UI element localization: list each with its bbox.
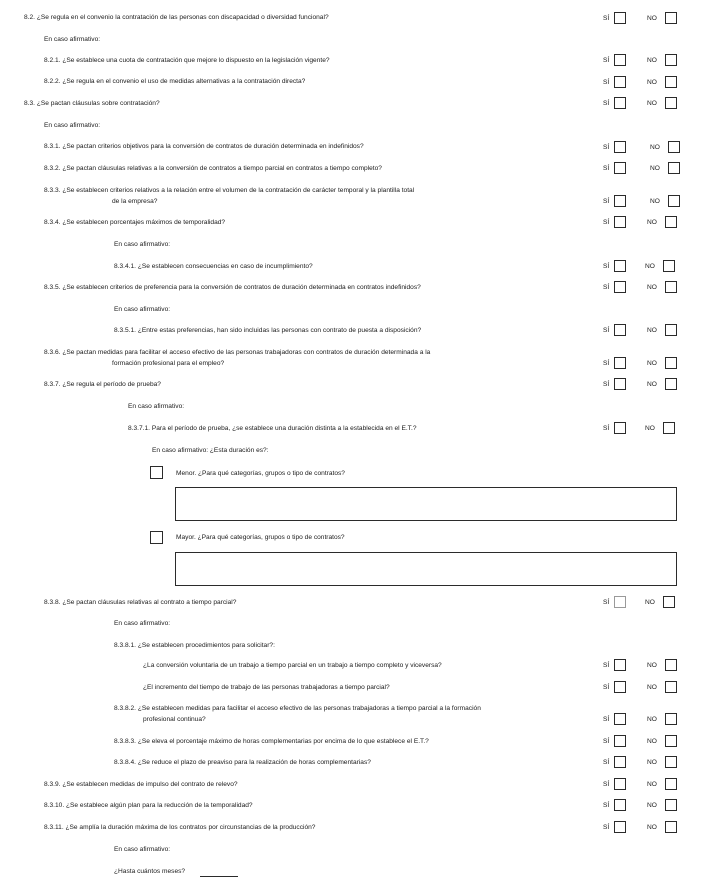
yes-label: SÍ — [603, 802, 610, 809]
no-checkbox-q8381b[interactable] — [665, 681, 677, 693]
yes-checkbox-q82[interactable] — [614, 12, 626, 24]
question-text-cont-q833: de la empresa? — [112, 198, 158, 205]
question-text-menor: Menor. ¿Para qué categorías, grupos o tipo de contratos? — [176, 470, 345, 477]
yes-checkbox-q822[interactable] — [614, 76, 626, 88]
yes-checkbox-q8381b[interactable] — [614, 681, 626, 693]
question-text-q8384: 8.3.8.4. ¿Se reduce el plazo de preaviso para la realización de horas complementarias? — [114, 759, 371, 766]
no-checkbox-q834[interactable] — [665, 216, 677, 228]
question-text-q82: 8.2. ¿Se regula en el convenio la contratación de las personas con discapacidad o diversidad funcional? — [24, 14, 329, 21]
question-text-cont-q8382: profesional continua? — [143, 716, 206, 723]
no-checkbox-q82[interactable] — [665, 12, 677, 24]
no-label: NO — [650, 144, 660, 151]
question-text-q831: 8.3.1. ¿Se pactan criterios objetivos para la conversión de contratos de duración determinada en indefinidos? — [44, 143, 364, 150]
question-text-q8381b: ¿El incremento del tiempo de trabajo de las personas trabajadoras a tiempo parcial? — [143, 684, 390, 691]
no-checkbox-q8311[interactable] — [665, 821, 677, 833]
no-checkbox-q8384[interactable] — [665, 756, 677, 768]
no-checkbox-q8381a[interactable] — [665, 659, 677, 671]
no-checkbox-q8341[interactable] — [663, 260, 675, 272]
yes-checkbox-q83[interactable] — [614, 97, 626, 109]
no-checkbox-q8351[interactable] — [665, 324, 677, 336]
no-checkbox-q833[interactable] — [668, 195, 680, 207]
no-label: NO — [647, 802, 657, 809]
yes-label: SÍ — [603, 165, 610, 172]
yes-checkbox-q836[interactable] — [614, 357, 626, 369]
no-checkbox-q8310[interactable] — [665, 799, 677, 811]
yes-checkbox-q832[interactable] — [614, 162, 626, 174]
question-text-q834: 8.3.4. ¿Se establecen porcentajes máximos de temporalidad? — [44, 219, 226, 226]
yes-checkbox-q8384[interactable] — [614, 756, 626, 768]
no-label: NO — [647, 219, 657, 226]
yes-label: SÍ — [603, 759, 610, 766]
no-checkbox-q839[interactable] — [665, 778, 677, 790]
yes-label: SÍ — [603, 425, 610, 432]
yes-label: SÍ — [603, 716, 610, 723]
months-answer-line[interactable] — [200, 876, 238, 877]
yes-label: SÍ — [603, 662, 610, 669]
question-text-q839: 8.3.9. ¿Se establecen medidas de impulso del contrato de relevo? — [44, 781, 238, 788]
question-text-q82-af: En caso afirmativo: — [44, 36, 101, 43]
question-text-q837-af: En caso afirmativo: — [128, 403, 185, 410]
question-text-cont-q836: formación profesional para el empleo? — [112, 360, 225, 367]
no-label: NO — [650, 198, 660, 205]
mayor-checkbox[interactable] — [150, 531, 163, 544]
no-checkbox-q822[interactable] — [665, 76, 677, 88]
no-label: NO — [647, 327, 657, 334]
question-text-q83-af: En caso afirmativo: — [44, 122, 101, 129]
no-checkbox-q838[interactable] — [663, 596, 675, 608]
no-label: NO — [647, 662, 657, 669]
yes-checkbox-q8351[interactable] — [614, 324, 626, 336]
question-text-q8311: 8.3.11. ¿Se amplía la duración máxima de los contratos por circunstancias de la producción? — [44, 824, 316, 831]
no-label: NO — [647, 824, 657, 831]
no-label: NO — [647, 360, 657, 367]
question-text-q8382: 8.3.8.2. ¿Se establecen medidas para facilitar el acceso efectivo de las personas trabajadoras a tiempo parcial a la formación — [114, 705, 481, 712]
no-checkbox-q831[interactable] — [668, 141, 680, 153]
question-text-q8341: 8.3.4.1. ¿Se establecen consecuencias en caso de incumplimiento? — [114, 263, 313, 270]
yes-checkbox-q8382[interactable] — [614, 713, 626, 725]
yes-checkbox-q8341[interactable] — [614, 260, 626, 272]
no-label: NO — [647, 738, 657, 745]
yes-label: SÍ — [603, 263, 610, 270]
no-checkbox-q8383[interactable] — [665, 735, 677, 747]
no-label: NO — [647, 15, 657, 22]
question-text-q83: 8.3. ¿Se pactan cláusulas sobre contratación? — [24, 100, 160, 107]
yes-label: SÍ — [603, 284, 610, 291]
question-text-q834-af: En caso afirmativo: — [114, 241, 171, 248]
yes-label: SÍ — [603, 144, 610, 151]
yes-label: SÍ — [603, 79, 610, 86]
yes-label: SÍ — [603, 738, 610, 745]
no-label: NO — [647, 716, 657, 723]
no-label: NO — [645, 263, 655, 270]
no-checkbox-q8371[interactable] — [663, 422, 675, 434]
yes-checkbox-q839[interactable] — [614, 778, 626, 790]
yes-label: SÍ — [603, 360, 610, 367]
no-label: NO — [647, 284, 657, 291]
yes-checkbox-q8381a[interactable] — [614, 659, 626, 671]
question-text-q8371: 8.3.7.1. Para el período de prueba, ¿se establece una duración distinta a la establecida en el E.T.? — [128, 425, 417, 432]
question-text-q833: 8.3.3. ¿Se establecen criterios relativos a la relación entre el volumen de la contratación de carácter temporal y la plantilla total — [44, 187, 415, 194]
no-label: NO — [647, 79, 657, 86]
no-label: NO — [645, 599, 655, 606]
yes-label: SÍ — [603, 100, 610, 107]
no-label: NO — [647, 781, 657, 788]
no-checkbox-q821[interactable] — [665, 54, 677, 66]
no-checkbox-q83[interactable] — [665, 97, 677, 109]
question-text-q8311-af: En caso afirmativo: — [114, 846, 171, 853]
question-text-q821: 8.2.1. ¿Se establece una cuota de contratación que mejore lo dispuesto en la legislación vigente? — [44, 57, 330, 64]
yes-checkbox-q834[interactable] — [614, 216, 626, 228]
no-label: NO — [647, 381, 657, 388]
yes-label: SÍ — [603, 327, 610, 334]
yes-label: SÍ — [603, 219, 610, 226]
no-checkbox-q8382[interactable] — [665, 713, 677, 725]
yes-label: SÍ — [603, 15, 610, 22]
mayor-answer-box[interactable] — [175, 552, 677, 586]
no-label: NO — [647, 100, 657, 107]
yes-label: SÍ — [603, 381, 610, 388]
question-text-q8310: 8.3.10. ¿Se establece algún plan para la reducción de la temporalidad? — [44, 802, 253, 809]
no-label: NO — [647, 684, 657, 691]
yes-checkbox-q8310[interactable] — [614, 799, 626, 811]
yes-label: SÍ — [603, 599, 610, 606]
no-checkbox-q836[interactable] — [665, 357, 677, 369]
yes-checkbox-q821[interactable] — [614, 54, 626, 66]
question-text-q8371-af: En caso afirmativo: ¿Esta duración es?: — [152, 447, 269, 454]
no-label: NO — [650, 165, 660, 172]
question-text-q8351: 8.3.5.1. ¿Entre estas preferencias, han sido incluidas las personas con contrato de puesta a disposición? — [114, 327, 422, 334]
yes-label: SÍ — [603, 781, 610, 788]
no-label: NO — [645, 425, 655, 432]
yes-checkbox-q833[interactable] — [614, 195, 626, 207]
yes-checkbox-q835[interactable] — [614, 281, 626, 293]
yes-checkbox-q838[interactable] — [614, 596, 626, 608]
question-text-q822: 8.2.2. ¿Se regula en el convenio el uso de medidas alternativas a la contratación directa? — [44, 78, 306, 85]
yes-checkbox-q8371[interactable] — [614, 422, 626, 434]
yes-checkbox-q8311[interactable] — [614, 821, 626, 833]
yes-checkbox-q831[interactable] — [614, 141, 626, 153]
no-label: NO — [647, 57, 657, 64]
question-text-q835: 8.3.5. ¿Se establecen criterios de preferencia para la conversión de contratos de duración determinada en contratos indefinidos? — [44, 284, 421, 291]
question-text-q835-af: En caso afirmativo: — [114, 306, 171, 313]
yes-label: SÍ — [603, 57, 610, 64]
yes-label: SÍ — [603, 824, 610, 831]
yes-label: SÍ — [603, 684, 610, 691]
menor-checkbox[interactable] — [150, 466, 163, 479]
question-text-q832: 8.3.2. ¿Se pactan cláusulas relativas a la conversión de contratos a tiempo parcial en contratos a tiempo completo? — [44, 165, 382, 172]
question-text-q836: 8.3.6. ¿Se pactan medidas para facilitar el acceso efectivo de las personas trabajadoras con contratos de duración determinada a la — [44, 349, 431, 356]
question-text-q8383: 8.3.8.3. ¿Se eleva el porcentaje máximo de horas complementarias por encima de lo que establece el E.T.? — [114, 738, 429, 745]
no-checkbox-q832[interactable] — [668, 162, 680, 174]
question-text-mayor: Mayor. ¿Para qué categorías, grupos o tipo de contratos? — [176, 534, 345, 541]
menor-answer-box[interactable] — [175, 487, 677, 521]
no-checkbox-q835[interactable] — [665, 281, 677, 293]
yes-checkbox-q8383[interactable] — [614, 735, 626, 747]
yes-checkbox-q837[interactable] — [614, 378, 626, 390]
no-label: NO — [647, 759, 657, 766]
question-text-q8381a: ¿La conversión voluntaria de un trabajo a tiempo parcial en un trabajo a tiempo completo y viceversa? — [143, 662, 442, 669]
yes-label: SÍ — [603, 198, 610, 205]
question-text-meses: ¿Hasta cuántos meses? — [114, 868, 186, 875]
question-text-q838-af: En caso afirmativo: — [114, 620, 171, 627]
question-text-q837: 8.3.7. ¿Se regula el período de prueba? — [44, 381, 161, 388]
question-text-q8381: 8.3.8.1. ¿Se establecen procedimientos para solicitar?: — [114, 642, 275, 649]
question-text-q838: 8.3.8. ¿Se pactan cláusulas relativas al contrato a tiempo parcial? — [44, 599, 237, 606]
no-checkbox-q837[interactable] — [665, 378, 677, 390]
